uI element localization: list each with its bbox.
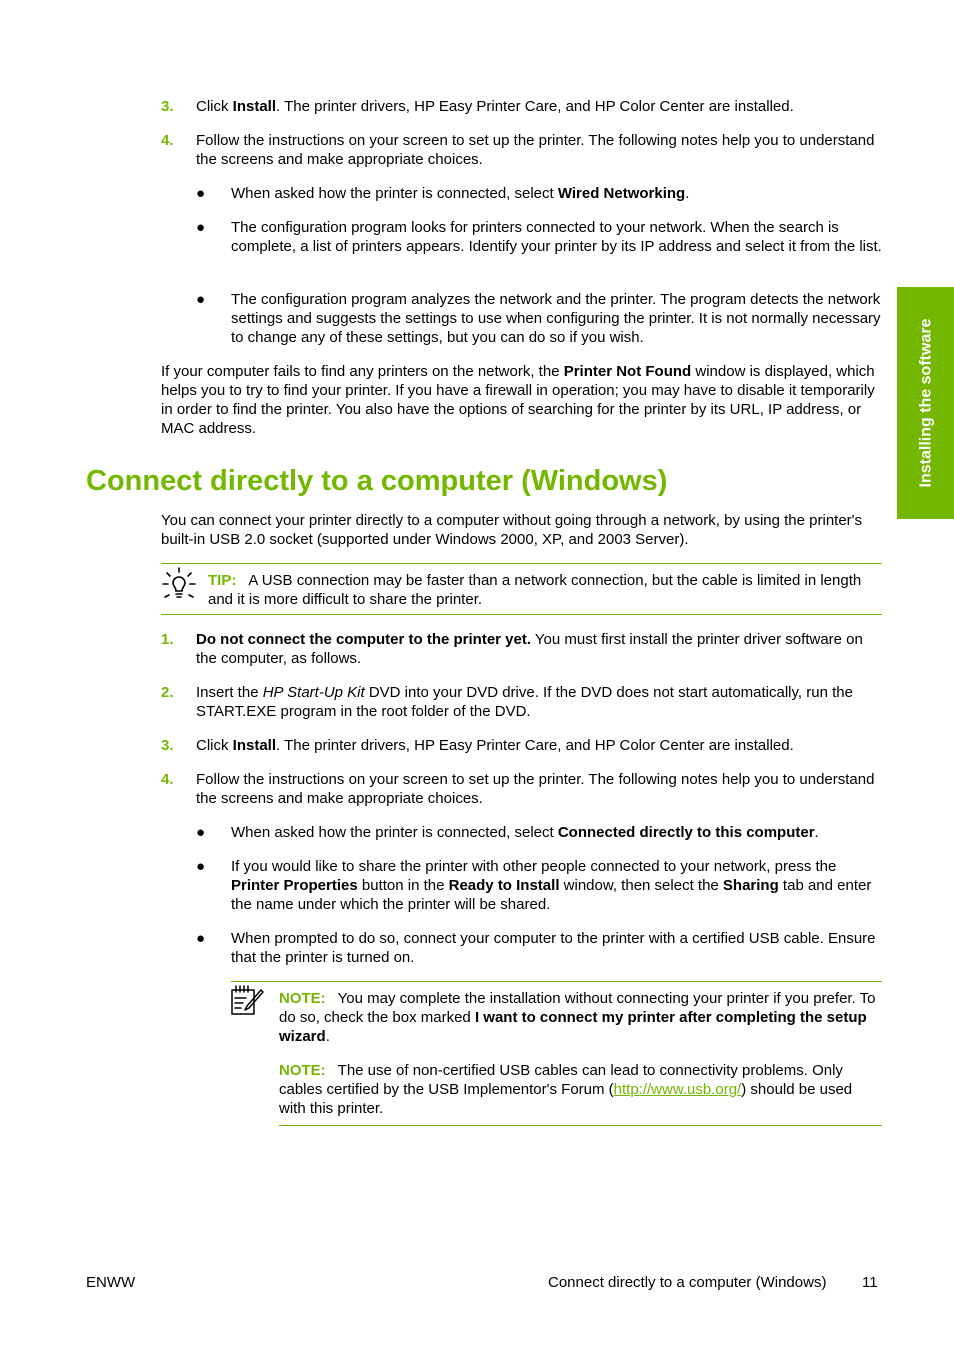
step-text: Do not connect the computer to the printer yet. You must first install the printer driver software on the computer, as follows. [196,631,863,667]
step-number: 1. [161,631,174,648]
step-text: Insert the HP Start-Up Kit DVD into your DVD drive. If the DVD does not start automatically, run the START.EXE program in the root folder of the DVD. [196,684,853,720]
step-number: 4. [161,771,174,788]
step-number: 2. [161,684,174,701]
footer-title: Connect directly to a computer (Windows) [548,1274,827,1291]
bullet-dot: ● [196,219,206,236]
section-heading: Connect directly to a computer (Windows) [86,465,668,497]
bullet-dot: ● [196,185,206,202]
intro-paragraph: You can connect your printer directly to a computer without going through a network, by using the printer's built-in USB 2.0 socket (supported under Windows 2000, XP, and 2003 Server). [161,512,863,548]
bullet-text: The configuration program analyzes the network and the printer. The program detects the network settings and suggests the settings to use when configuring the printer. It is not normally necessary to change any of these settings, but you can do so if you wish. [231,291,881,346]
usb-org-link[interactable]: http://www.usb.org/ [613,1081,742,1098]
bullet-dot: ● [196,291,206,308]
step-number: 3. [161,98,174,115]
step-number: 4. [161,132,174,149]
step-text: Click Install. The printer drivers, HP Easy Printer Care, and HP Color Center are installed. [196,98,794,115]
note-text: NOTE: The use of non-certified USB cables can lead to connectivity problems. Only cables certified by the USB Implementor's Forum (http://www.usb.org/) should be used with this printer. [279,1062,853,1117]
note-bottom-rule [279,1125,882,1126]
note-text: NOTE: You may complete the installation without connecting your printer if you prefer. To do so, check the box marked I want to connect my printer after completing the setup wizard. [279,990,876,1045]
body-paragraph: If your computer fails to find any printers on the network, the Printer Not Found window is displayed, which helps you to try to find your printer. If you have a firewall in operation; you may have to disable it temporarily in order to find the printer. You also have the options of searching for the printer by its URL, IP address, or MAC address. [161,363,875,437]
side-tab [897,287,954,519]
bullet-text: When asked how the printer is connected, select Wired Networking. [231,185,690,202]
page-number: 11 [862,1274,878,1291]
tip-bottom-rule [161,614,882,615]
bullet-text: The configuration program looks for printers connected to your network. When the search is complete, a list of printers appears. Identify your printer by its IP address and select it from the list. [231,219,882,255]
bullet-dot: ● [196,930,206,947]
footer-left: ENWW [86,1274,136,1291]
note-top-rule [231,981,882,982]
lightbulb-icon [161,566,197,602]
bullet-text: When asked how the printer is connected, select Connected directly to this computer. [231,824,819,841]
step-text: Click Install. The printer drivers, HP Easy Printer Care, and HP Color Center are installed. [196,737,794,754]
tip-label: TIP: [208,572,237,589]
bullet-dot: ● [196,824,206,841]
side-tab-label: Installing the software [917,318,934,488]
note-label: NOTE: [279,990,326,1007]
tip-top-rule [161,563,882,564]
step-number: 3. [161,737,174,754]
bullet-dot: ● [196,858,206,875]
step-text: Follow the instructions on your screen to set up the printer. The following notes help you to understand the screens and make appropriate choices. [196,132,875,168]
step-text: Follow the instructions on your screen to set up the printer. The following notes help you to understand the screens and make appropriate choices. [196,771,875,807]
bullet-text: When prompted to do so, connect your computer to the printer with a certified USB cable. Ensure that the printer is turned on. [231,930,876,966]
tip-text: TIP: A USB connection may be faster than a network connection, but the cable is limited in length and it is more difficult to share the printer. [208,572,862,608]
note-pad-icon [230,984,264,1018]
note-label: NOTE: [279,1062,326,1079]
bullet-text: If you would like to share the printer with other people connected to your network, press the Printer Properties button in the Ready to Install window, then select the Sharing tab and enter the name under which the printer will be shared. [231,858,872,913]
